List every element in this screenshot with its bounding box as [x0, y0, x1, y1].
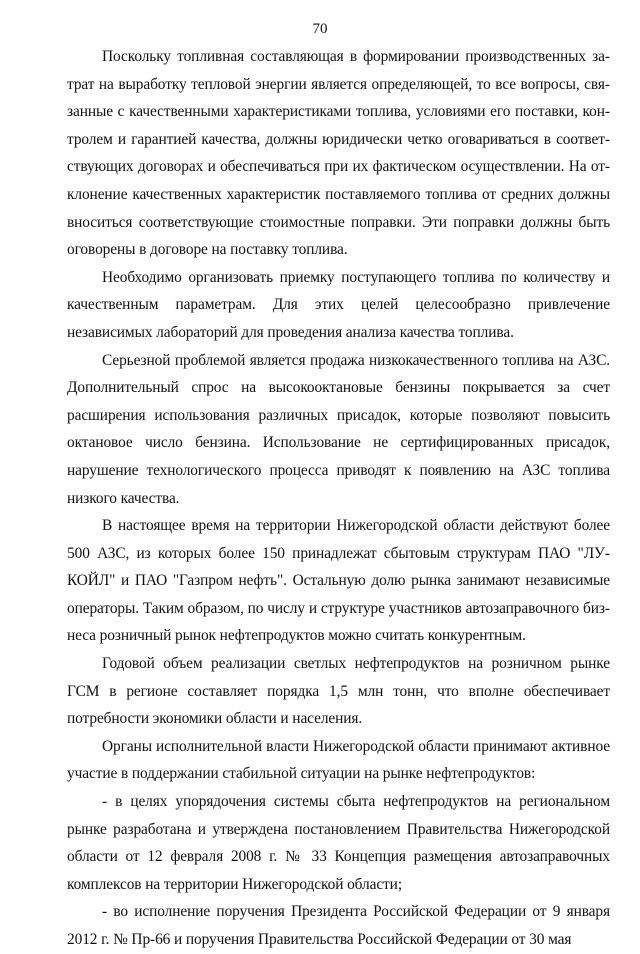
paragraph-authorities: Органы исполнительной власти Нижегородской области принимают активное участие в поддержании стабильной ситуации на рынке нефтепродуктов:	[67, 737, 610, 783]
paragraph-gas-stations: В настоящее время на территории Нижегородской области действуют более 500 АЗС, из которых более 150 принадлежат сбытовым структурам ПАО "ЛУКОЙЛ" и ПАО "Газпром нефть". Остальную долю рынка занимают независимые операторы. Таким образом, по числу и структуре участников автозаправочного бизнеса розничный рынок нефтепродуктов можно считать конкурентным.	[67, 517, 610, 645]
page-body	[67, 43, 610, 954]
list-item-concept: - в целях упорядочения системы сбыта нефтепродуктов на региональном рынке разработана и утверждена постановлением Правительства Нижегородской области от 12 февраля 2008 г. № 33 Концепция размещения автозаправочных комплексов на территории Нижегородской области;	[67, 793, 610, 893]
paragraph-fuel-acceptance: Необходимо организовать приемку поступающего топлива по количеству и качественным параметрам. Для этих целей целесообразно привлечение независимых лабораторий для проведения анализа качества топлива.	[67, 268, 610, 341]
page-number: 70	[312, 21, 328, 37]
list-item-president-order: - во исполнение поручения Президента Российской Федерации от 9 января 2012 г. № Пр-66 и поручения Правительства Российской Федерации от 30 мая	[67, 903, 610, 948]
paragraph-annual-volume: Годовой объем реализации светлых нефтепродуктов на розничном рынке ГСМ в регионе составляет порядка 1,5 млн тонн, что вполне обеспечивает потребности экономики области и населения.	[67, 655, 610, 728]
paragraph-low-quality-fuel: Серьезной проблемой является продажа низкокачественного топлива на АЗС. Дополнительный спрос на высокооктановые бензины покрывается за счет расширения использования различных присадок, которые позволяют повысить октановое число бензина. Использование не сертифицированных присадок, нарушение технологического процесса приводят к появлению на АЗС топлива низкого качества.	[67, 351, 610, 507]
paragraph-fuel-contracts: Поскольку топливная составляющая в формировании производственных затрат на выработку тепловой энергии является определяющей, то все вопросы, связанные с качественными характеристиками топлива, условиями его поставки, контролем и гарантией качества, должны юридически четко оговариваться в соответствующих договорах и обеспечиваться при их фактическом осуществлении. На отклонение качественных характеристик поставляемого топлива от средних должны вноситься соответствующие стоимостные поправки. Эти поправки должны быть оговорены в договоре на поставку топлива.	[67, 48, 610, 259]
